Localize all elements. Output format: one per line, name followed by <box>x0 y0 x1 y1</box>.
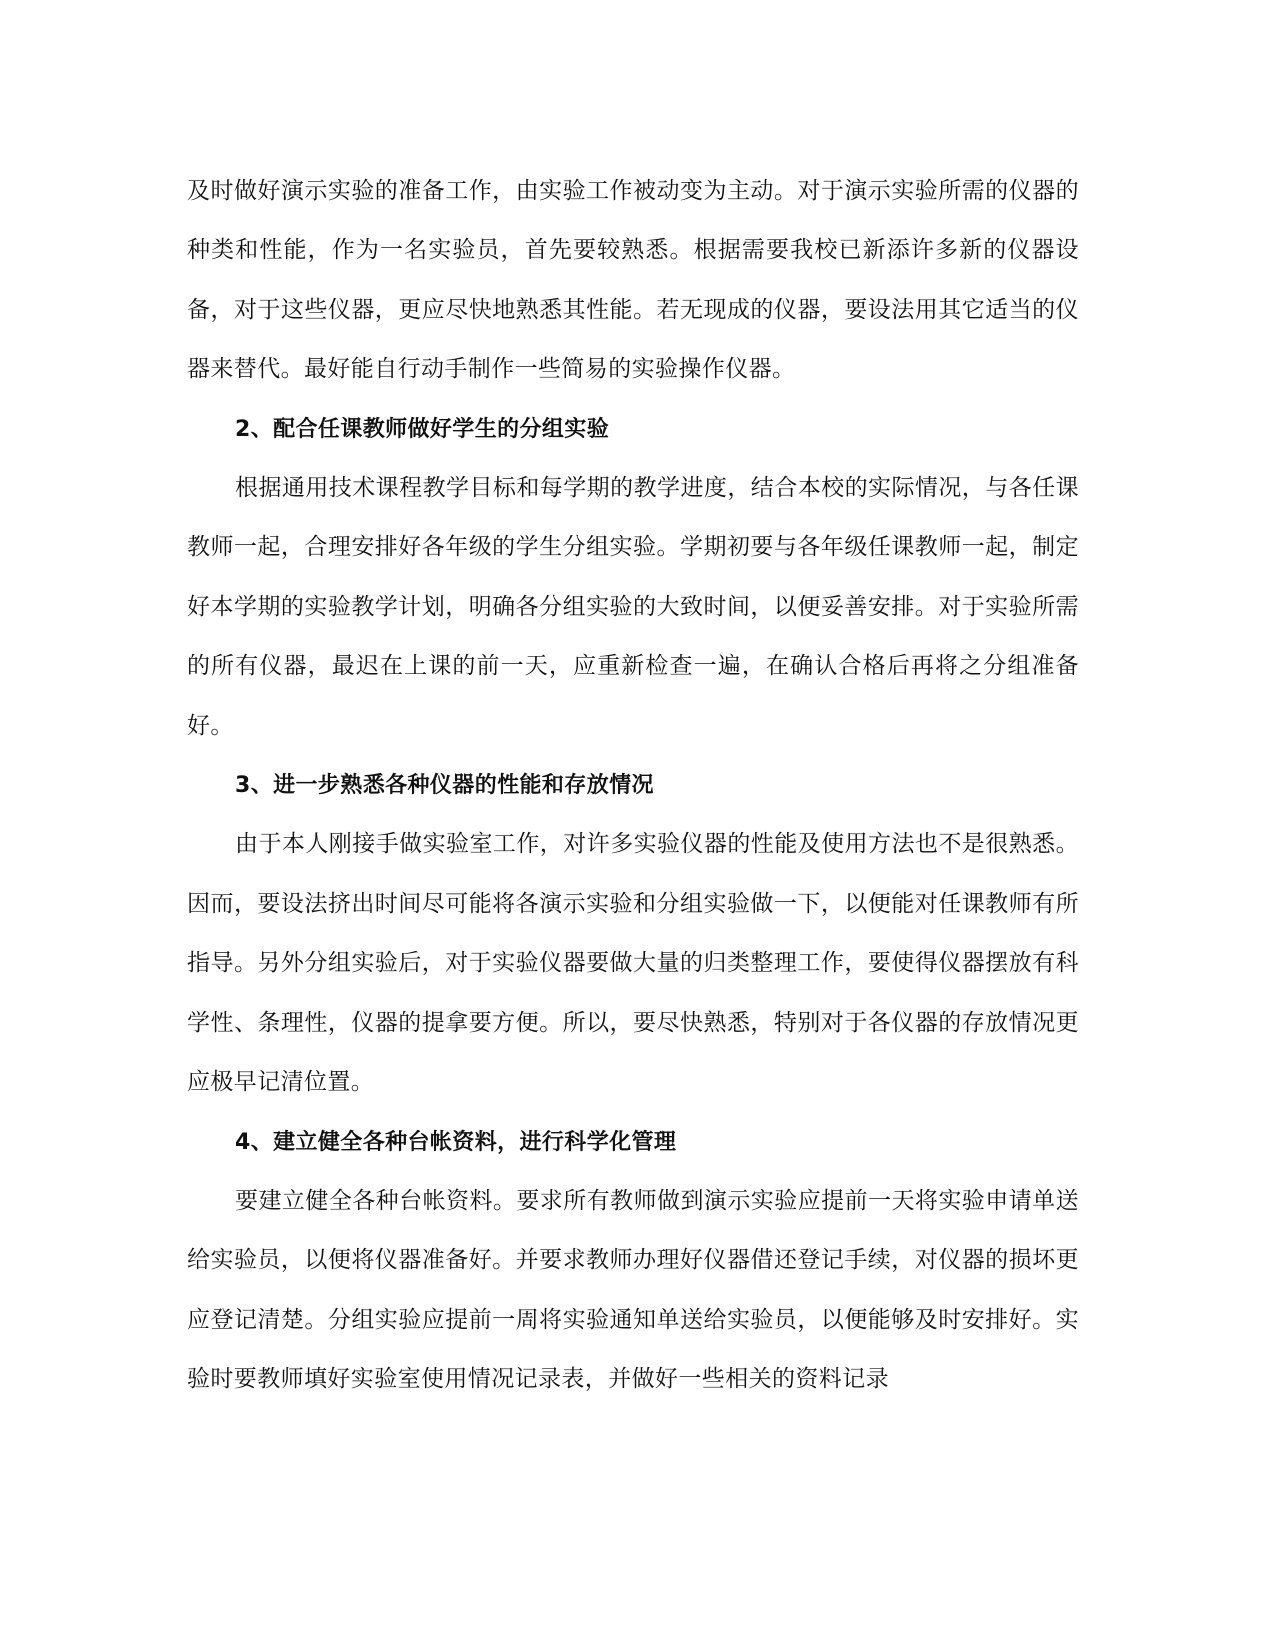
section-body-4: 要建立健全各种台帐资料。要求所有教师做到演示实验应提前一天将实验申请单送给实验员，以便将仪器准备好。并要求教师办理好仪器借还登记手续，对仪器的损坏更应登记清楚。分组实验应提前一周将实验通知单送给实验员，以便能够及时安排好。实验时要教师填好实验室使用情况记录表，并做好一些相关的资料记录 <box>187 1187 1079 1393</box>
section-heading-4: 4、建立健全各种台帐资料，进行科学化管理 <box>235 1129 677 1155</box>
section-body-2: 根据通用技术课程教学目标和每学期的教学进度，结合本校的实际情况，与各任课教师一起，合理安排好各年级的学生分组实验。学期初要与各年级任课教师一起，制定好本学期的实验教学计划，明确各分组实验的大致时间，以便妥善安排。对于实验所需的所有仪器，最迟在上课的前一天，应重新检查一遍，在确认合格后再将之分组准备好。 <box>187 475 1079 739</box>
section-heading-3: 3、进一步熟悉各种仪器的性能和存放情况 <box>235 773 654 799</box>
intro-paragraph: 及时做好演示实验的准备工作，由实验工作被动变为主动。对于演示实验所需的仪器的种类和性能，作为一名实验员，首先要较熟悉。根据需要我校已新添许多新的仪器设备，对于这些仪器，更应尽快地熟悉其性能。若无现成的仪器，要设法用其它适当的仪器来替代。最好能自行动手制作一些简易的实验操作仪器。 <box>187 178 1079 383</box>
document-body <box>187 162 1079 1410</box>
section-body-3: 由于本人刚接手做实验室工作，对许多实验仪器的性能及使用方法也不是很熟悉。因而，要设法挤出时间尽可能将各演示实验和分组实验做一下，以便能对任课教师有所指导。另外分组实验后，对于实验仪器要做大量的归类整理工作，要使得仪器摆放有科学性、条理性，仪器的提拿要方便。所以，要尽快熟悉，特别对于各仪器的存放情况更应极早记清位置。 <box>187 831 1079 1096</box>
section-heading-2: 2、配合任课教师做好学生的分组实验 <box>235 416 610 442</box>
